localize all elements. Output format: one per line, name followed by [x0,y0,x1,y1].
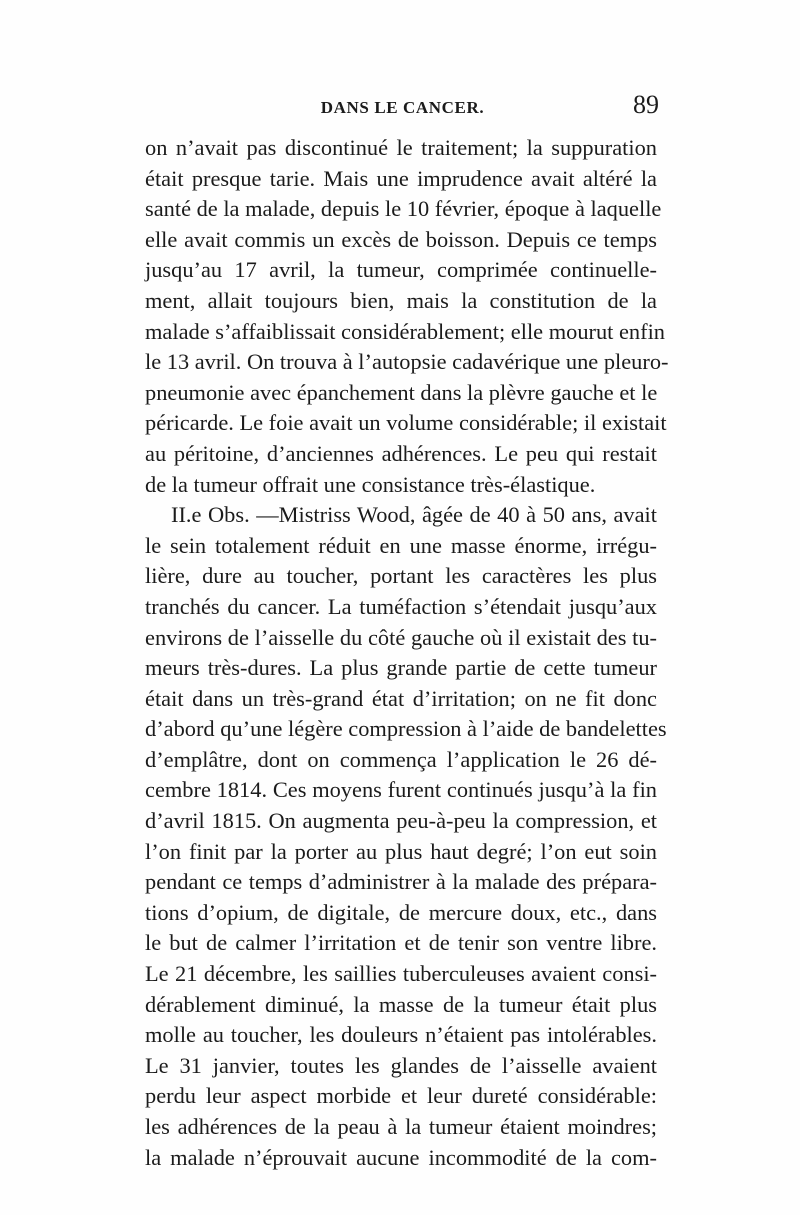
text-line: malade s’affaiblissait considérablement; elle mourut enfin [145,318,665,344]
text-line: ment, allait toujours bien, mais la constitution de la [145,287,657,313]
observation-heading-line: II.e Obs. —Mistriss Wood, âgée de 40 à 50 ans, avait [171,502,657,528]
text-line: au péritoine, d’anciennes adhérences. Le peu qui restait [145,440,657,466]
running-title: DANS LE CANCER. [320,98,485,117]
text-line: Le 21 décembre, les saillies tuberculeuses avaient consi- [145,961,657,987]
text-line: d’abord qu’une légère compression à l’aide de bandelettes [145,716,667,742]
text-line: le 13 avril. On trouva à l’autopsie cadavérique une pleuro- [145,349,669,375]
text-line: d’emplâtre, dont on commença l’application le 26 dé- [145,746,657,772]
text-line: péricarde. Le foie avait un volume considérable; il existait [145,410,667,436]
body-text [145,133,669,1173]
running-head [140,90,665,130]
text-line: le sein totalement réduit en une masse énorme, irrégu- [145,532,657,558]
text-line: on n’avait pas discontinué le traitement; la suppuration [145,135,657,160]
text-line: environs de l’aisselle du côté gauche où il existait des tu- [145,624,657,650]
text-line: molle au toucher, les douleurs n’étaient pas intolérables. [145,1022,657,1048]
text-line: Le 31 janvier, toutes les glandes de l’aisselle avaient [145,1052,657,1078]
text-line: dérablement diminué, la masse de la tumeur était plus [145,991,657,1017]
page-number: 89 [633,90,659,119]
text-line: était presque tarie. Mais une imprudence avait altéré la [145,165,657,191]
text-line: perdu leur aspect morbide et leur dureté considérable: [145,1083,657,1109]
text-line: d’avril 1815. On augmenta peu-à-peu la compression, et [145,808,657,834]
text-line: cembre 1814. Ces moyens furent continués jusqu’à la fin [145,777,657,803]
text-line: les adhérences de la peau à la tumeur étaient moindres; [145,1114,657,1139]
text-line: le but de calmer l’irritation et de tenir son ventre libre. [145,930,657,956]
text-line: santé de la malade, depuis le 10 février, époque à laquelle [145,196,662,222]
paragraph-end-line: de la tumeur offrait une consistance très-élastique. [145,471,596,497]
text-line: meurs très-dures. La plus grande partie de cette tumeur [145,655,657,681]
text-line: la malade n’éprouvait aucune incommodité de la com- [145,1144,657,1170]
text-line: l’on finit par la porter au plus haut degré; l’on eut soin [145,838,657,864]
text-line: pneumonie avec épanchement dans la plèvre gauche et le [145,379,658,405]
text-line: elle avait commis un excès de boisson. Depuis ce temps [145,226,657,252]
text-line: tions d’opium, de digitale, de mercure doux, etc., dans [145,899,657,925]
text-line: tranchés du cancer. La tuméfaction s’étendait jusqu’aux [145,593,657,619]
text-line: pendant ce temps d’administrer à la malade des prépara- [145,869,657,895]
text-line: jusqu’au 17 avril, la tumeur, comprimée continuelle- [145,257,657,283]
text-line: était dans un très-grand état d’irritation; on ne fit donc [145,685,657,711]
text-line: lière, dure au toucher, portant les caractères les plus [145,563,657,589]
